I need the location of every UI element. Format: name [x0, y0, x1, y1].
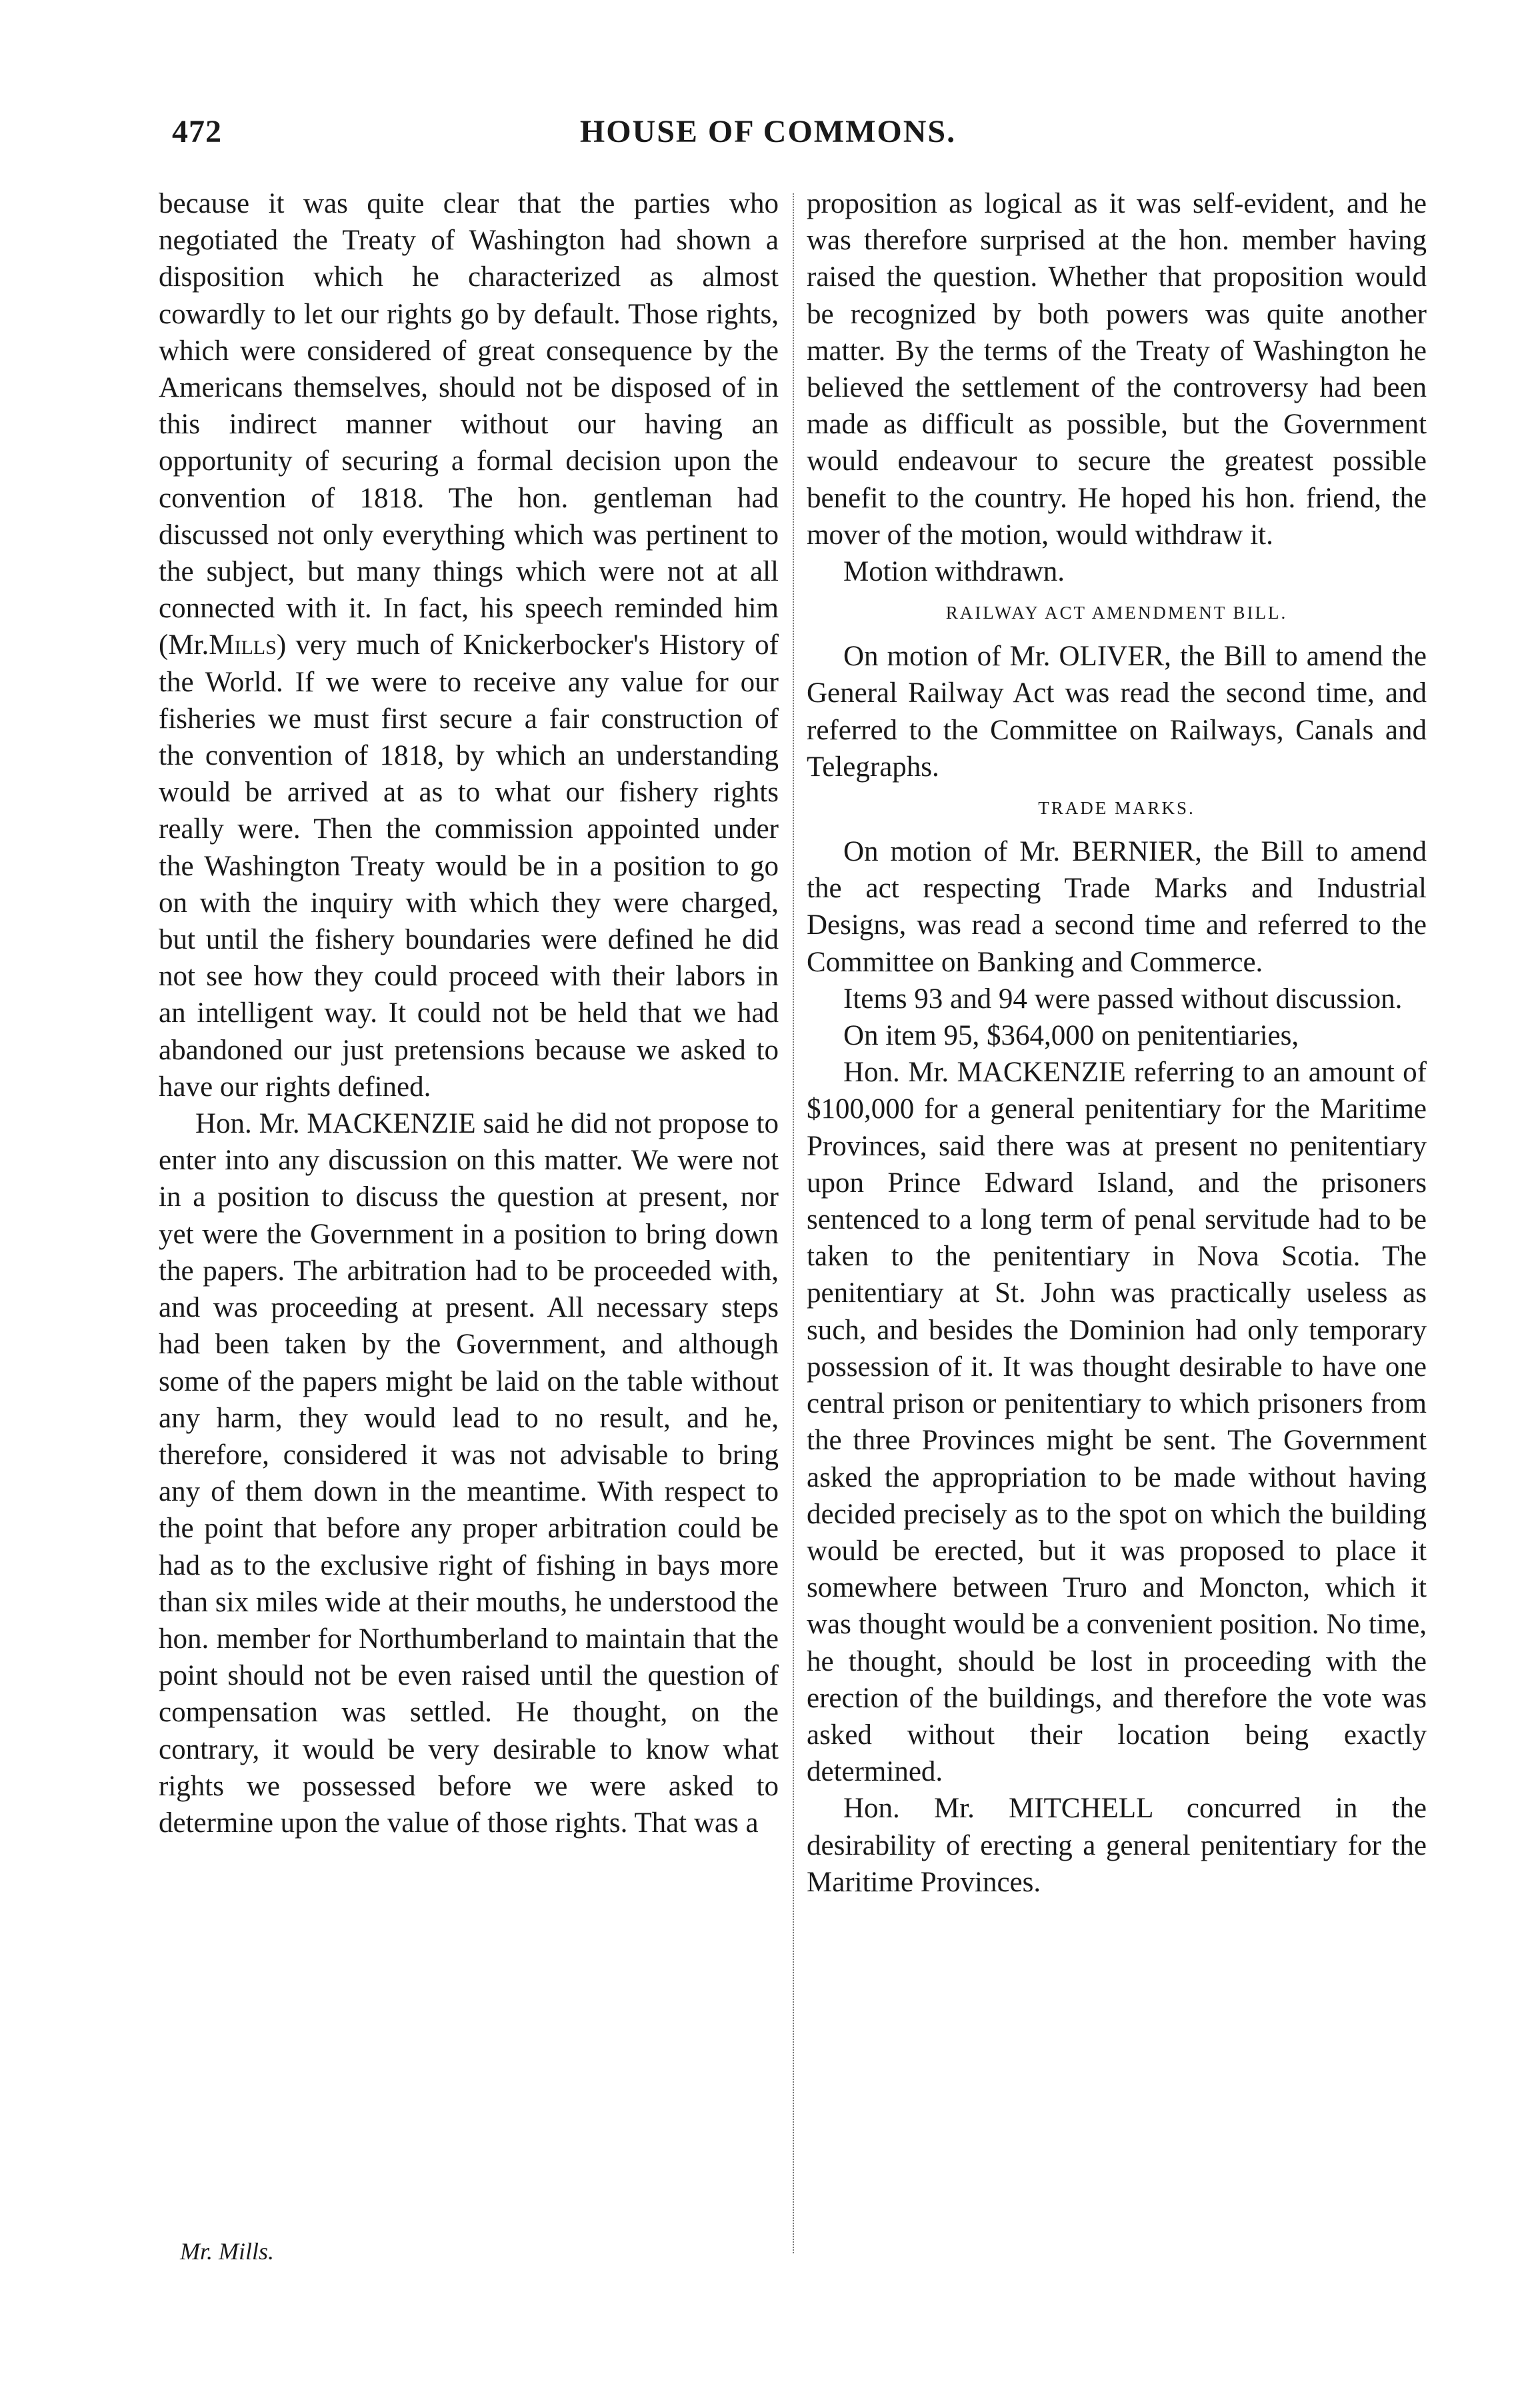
left-paragraph-2	[159, 1105, 779, 1841]
left-paragraph-1	[159, 185, 779, 1105]
right-paragraph-8: Hon. Mr. MITCHELL concurred in the desirability of erecting a general penitentiary for the Maritime Provinces.	[807, 1793, 1427, 1898]
page-number: 472	[172, 114, 222, 149]
right-paragraph-4: On motion of Mr. BERNIER, the Bill to amend the act respecting Trade Marks and Industrial Designs, was read a second time and referred to the Committee on Banking and Commerce.	[807, 836, 1427, 978]
left-column	[159, 185, 779, 1841]
speaker-reference-mills: Mills	[209, 629, 277, 661]
section-heading-railway-act: RAILWAY ACT AMENDMENT BILL.	[945, 603, 1288, 623]
right-paragraph-1: proposition as logical as it was self-evident, and he was therefore surprised at the hon. member having raised the question. Whether that proposition would be recognized by both powers was quite another matter. By the terms of the Treaty of Washington he believed the settlement of the controversy had been made as difficult as possible, but the Government would endeavour to secure the greatest possible benefit to the country. He hoped his hon. friend, the mover of the motion, would withdraw it.	[807, 188, 1427, 551]
right-paragraph-5: Items 93 and 94 were passed without discussion.	[843, 983, 1403, 1015]
right-paragraph-2: Motion withdrawn.	[843, 556, 1065, 588]
right-column	[807, 185, 1427, 1901]
left-paragraph-1-name-open: (Mr.	[159, 629, 209, 661]
right-paragraph-7: Hon. Mr. MACKENZIE referring to an amount of $100,000 for a general penitentiary for the Maritime Provinces, said there was at present no penitentiary upon Prince Edward Island, and the prisoners sentenced to a long term of penal servitude had to be taken to the penitentiary in Nova Scotia. The penitentiary at St. John was practically useless as such, and besides the Dominion had only temporary possession of it. It was thought desirable to have one central prison or penitentiary to which prisoners from the three Provinces might be sent. The Government asked the appropriation to be made without having decided precisely as to the spot on which the building would be erected, but it was proposed to place it somewhere between Truro and Moncton, which it was thought would be a convenient position. No time, he thought, should be lost in proceeding with the erection of the buildings, and therefore the vote was asked without their location being exactly determined.	[807, 1057, 1427, 1788]
left-paragraph-2-text: said he did not propose to enter into any discussion on this matter. We were not in a position to discuss the question at present, nor yet were the Government in a position to bring down the papers. The arbitration had to be proceeded with, and was proceeding at present. All necessary steps had been taken by the Government, and although some of the papers might be laid on the table without any harm, they would lead to no result, and he, therefore, considered it was not advisable to bring any of them down in the meantime. With respect to the point that before any proper arbitration could be had as to the exclusive right of fishing in bays more than six miles wide at their mouths, he understood the hon. member for Northumberland to maintain that the point should not be even raised until the question of compensation was settled. He thought, on the contrary, it would be very desirable to know what rights we possessed before we were asked to determine upon the value of those rights. That was a	[159, 1108, 779, 1839]
right-paragraph-3: On motion of Mr. OLIVER, the Bill to amend the General Railway Act was read the second time, and referred to the Committee on Railways, Canals and Telegraphs.	[807, 641, 1427, 783]
footer-running-name: Mr. Mills.	[180, 2238, 275, 2265]
left-paragraph-1-text: because it was quite clear that the parties who negotiated the Treaty of Washington had shown a disposition which he characterized as almost cowardly to let our rights go by default. Those rights, which were considered of great consequence by the Americans themselves, should not be disposed of in this indirect manner without our having an opportunity of securing a formal decision upon the convention of 1818. The hon. gentleman had discussed not only everything which was pertinent to the subject, but many things which were not at all connected with it. In fact, his speech reminded him	[159, 188, 779, 625]
section-heading-trade-marks: TRADE MARKS.	[1038, 798, 1195, 819]
right-paragraph-6: On item 95, $364,000 on penitentiaries,	[843, 1020, 1299, 1052]
column-divider	[793, 193, 794, 2253]
left-paragraph-1-rest: ) very much of Knickerbocker's History of the World. If we were to receive any value for our fisheries we must first secure a fair construction of the convention of 1818, by which an understanding would be arrived at as to what our fishery rights really were. Then the commission appointed under the Washington Treaty would be in a position to go on with the inquiry with which they were charged, but until the fishery boundaries were defined he did not see how they could proceed with their labors in an intelligent way. It could not be held that we had abandoned our just pretensions because we asked to have our rights defined.	[159, 629, 779, 1103]
speaker-mackenzie: Hon. Mr. MACKENZIE	[195, 1108, 476, 1140]
running-header: HOUSE OF COMMONS.	[579, 114, 957, 149]
